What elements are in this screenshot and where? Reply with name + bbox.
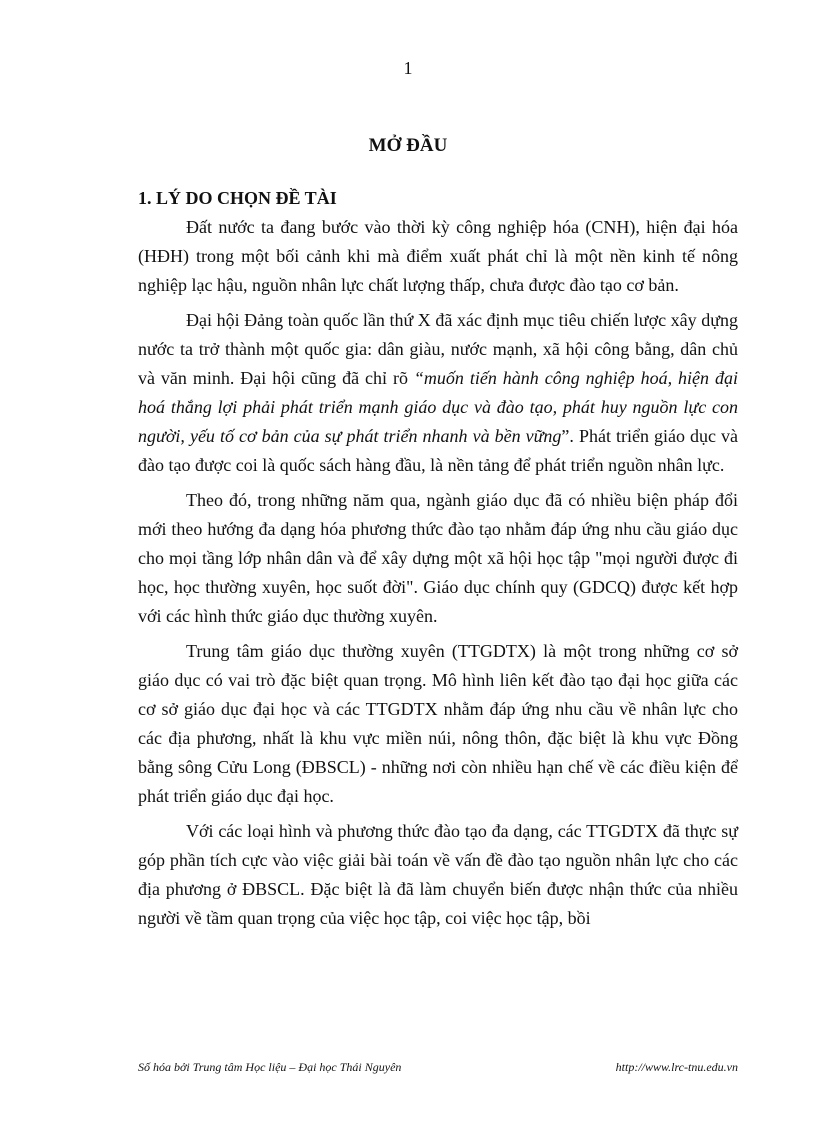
paragraph-2-text-after: ”. Phát triển giáo dục và đào tạo được coi là quốc sách hàng đầu, là nền tảng để phát triển nguồn nhân lực. xyxy=(138,426,738,475)
paragraph-2-text-before: Đại hội Đảng toàn quốc lần thứ X đã xác định mục tiêu chiến lược xây dựng nước ta trở thành một quốc gia: dân giàu, nước mạnh, xã hội công bằng, dân chủ và văn minh. Đại hội cũng đã chỉ rõ xyxy=(138,310,738,388)
page-footer xyxy=(138,1060,738,1075)
paragraph-2 xyxy=(138,306,738,480)
paragraph-3: Theo đó, trong những năm qua, ngành giáo dục đã có nhiều biện pháp đổi mới theo hướng đa dạng hóa phương thức đào tạo nhằm đáp ứng nhu cầu giáo dục cho mọi tầng lớp nhân dân và để xây dựng một xã hội học tập "mọi người được đi học, học thường xuyên, học suốt đời". Giáo dục chính quy (GDCQ) được kết hợp với các hình thức giáo dục thường xuyên. xyxy=(138,490,738,626)
section-heading: 1. LÝ DO CHỌN ĐỀ TÀI xyxy=(138,188,337,208)
footer-digitized-by: Số hóa bởi Trung tâm Học liệu – Đại học Thái Nguyên xyxy=(138,1060,402,1074)
paragraph-5: Với các loại hình và phương thức đào tạo đa dạng, các TTGDTX đã thực sự góp phần tích cực vào việc giải bài toán về vấn đề đào tạo nguồn nhân lực cho các địa phương ở ĐBSCL. Đặc biệt là đã làm chuyển biến được nhận thức của nhiều người về tầm quan trọng của việc học tập, coi việc học tập, bồi xyxy=(138,821,738,928)
paragraph-2-quote: “muốn tiến hành công nghiệp hoá, hiện đại hoá thắng lợi phải phát triển mạnh giáo dục và đào tạo, phát huy nguồn lực con người, yếu tố cơ bản của sự phát triển nhanh và bền vững xyxy=(138,368,738,446)
document-content xyxy=(138,184,738,933)
paragraph-4: Trung tâm giáo dục thường xuyên (TTGDTX) là một trong những cơ sở giáo dục có vai trò đặc biệt quan trọng. Mô hình liên kết đào tạo đại học giữa các cơ sở giáo dục đại học và các TTGDTX nhằm đáp ứng nhu cầu về nhân lực cho các địa phương, nhất là khu vực miền núi, nông thôn, đặc biệt là khu vực Đồng bằng sông Cửu Long (ĐBSCL) - những nơi còn nhiều hạn chế về các điều kiện để phát triển giáo dục đại học. xyxy=(138,641,738,806)
page-number: 1 xyxy=(403,58,413,78)
footer-url-link[interactable]: http://www.lrc-tnu.edu.vn xyxy=(615,1060,738,1074)
chapter-title: MỞ ĐẦU xyxy=(368,135,448,156)
paragraph-1: Đất nước ta đang bước vào thời kỳ công nghiệp hóa (CNH), hiện đại hóa (HĐH) trong một bối cảnh khi mà điểm xuất phát chỉ là một nền kinh tế nông nghiệp lạc hậu, nguồn nhân lực chất lượng thấp, chưa được đào tạo cơ bản. xyxy=(138,217,738,295)
